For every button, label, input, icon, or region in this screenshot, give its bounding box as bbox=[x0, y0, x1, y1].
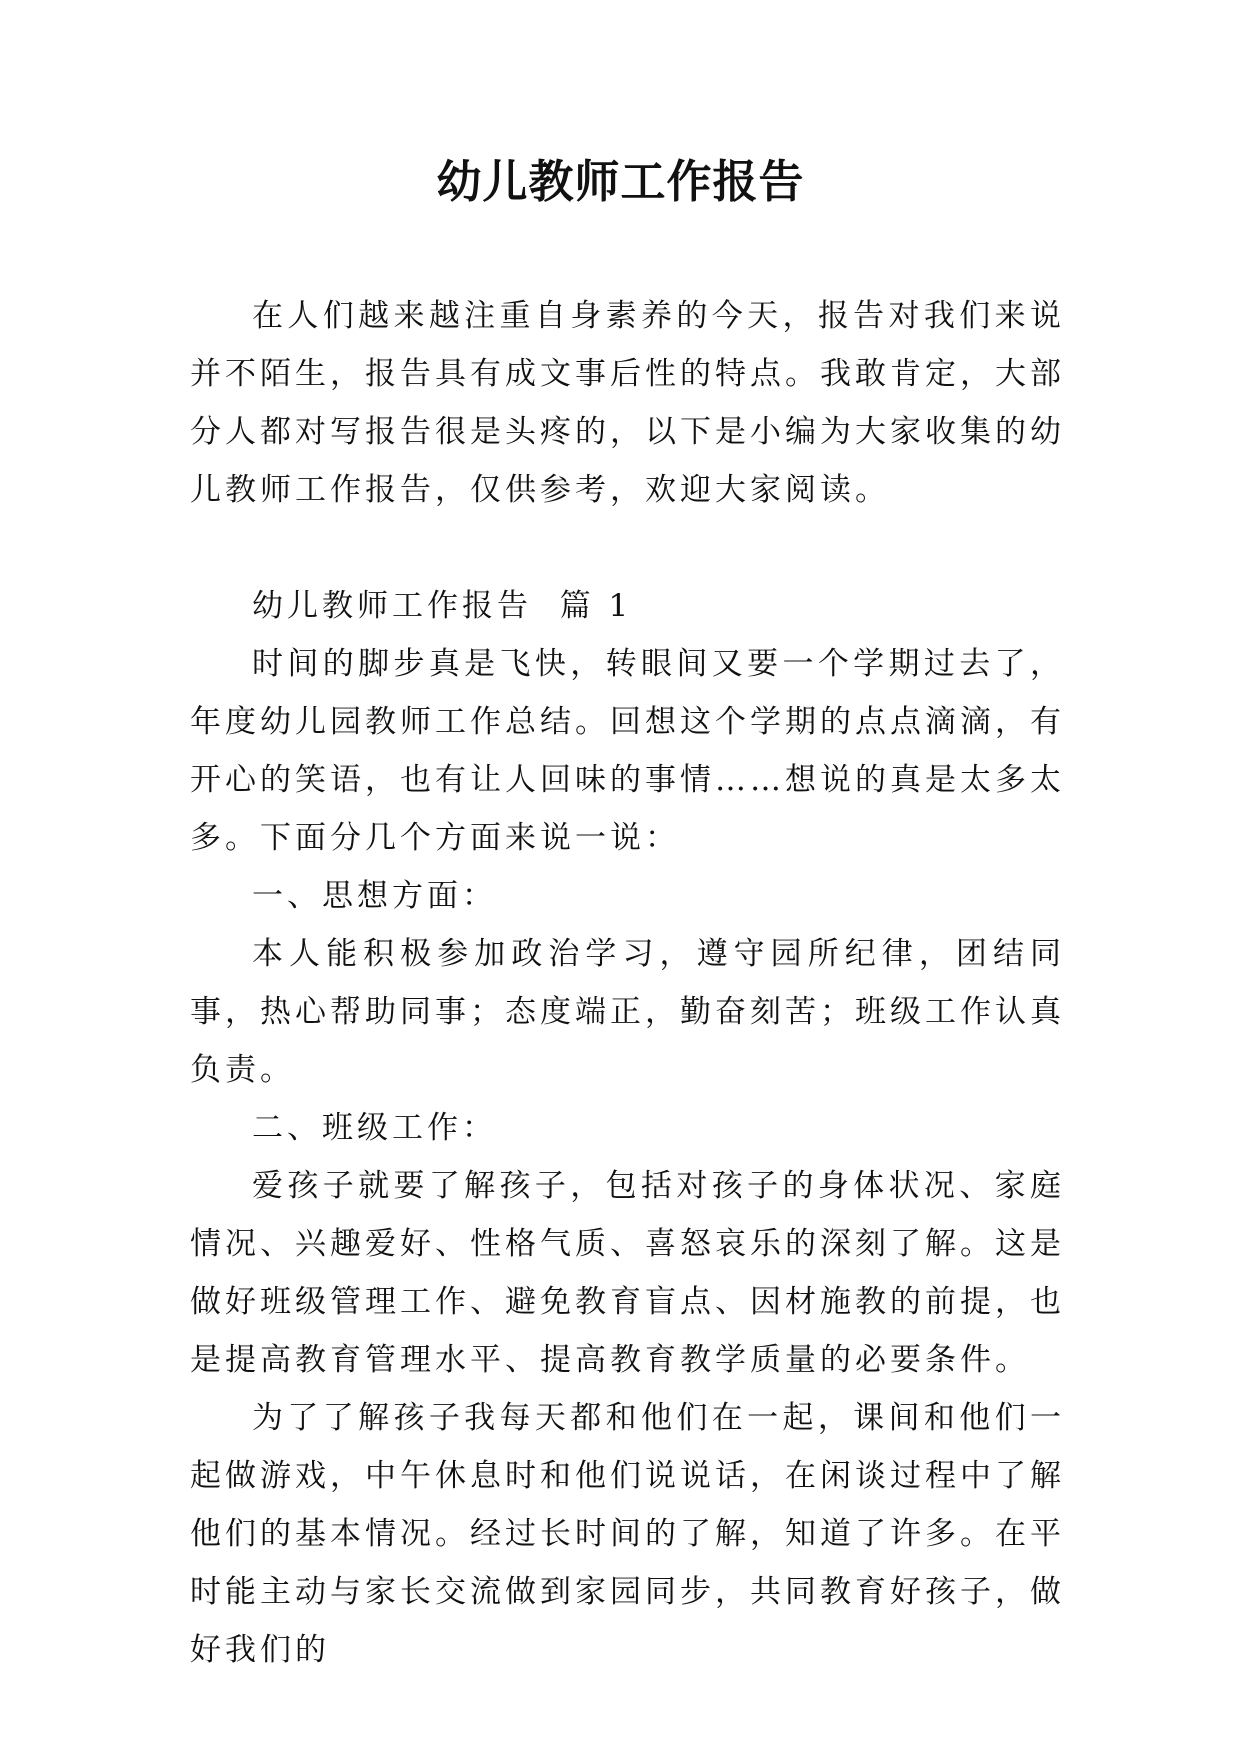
document-title: 幼儿教师工作报告 bbox=[436, 155, 805, 208]
subheading-class-work: 二、班级工作： bbox=[252, 1110, 497, 1146]
body-paragraph-2: 本人能积极参加政治学习，遵守园所纪律，团结同事，热心帮助同事；态度端正，勤奋刻苦；班级工作认真负责。 bbox=[190, 936, 1065, 1088]
body-paragraph-4: 为了了解孩子我每天都和他们在一起，课间和他们一起做游戏，中午休息时和他们说说话，在闲谈过程中了解他们的基本情况。经过长时间的了解，知道了许多。在平时能主动与家长交流做到家园同步，共同教育好孩子，做好我们的 bbox=[190, 1400, 1065, 1668]
section-heading: 幼儿教师工作报告 篇 1 bbox=[252, 588, 633, 624]
subheading-thought: 一、思想方面： bbox=[252, 878, 497, 914]
document-body bbox=[190, 287, 1065, 1679]
intro-paragraph: 在人们越来越注重自身素养的今天，报告对我们来说并不陌生，报告具有成文事后性的特点。我敢肯定，大部分人都对写报告很是头疼的，以下是小编为大家收集的幼儿教师工作报告，仅供参考，欢迎大家阅读。 bbox=[190, 298, 1065, 508]
body-paragraph-1: 时间的脚步真是飞快，转眼间又要一个学期过去了，年度幼儿园教师工作总结。回想这个学期的点点滴滴，有开心的笑语，也有让人回味的事情……想说的真是太多太多。下面分几个方面来说一说： bbox=[190, 646, 1065, 856]
body-paragraph-3: 爱孩子就要了解孩子，包括对孩子的身体状况、家庭情况、兴趣爱好、性格气质、喜怒哀乐的深刻了解。这是做好班级管理工作、避免教育盲点、因材施教的前提，也是提高教育管理水平、提高教育教学质量的必要条件。 bbox=[190, 1168, 1065, 1378]
